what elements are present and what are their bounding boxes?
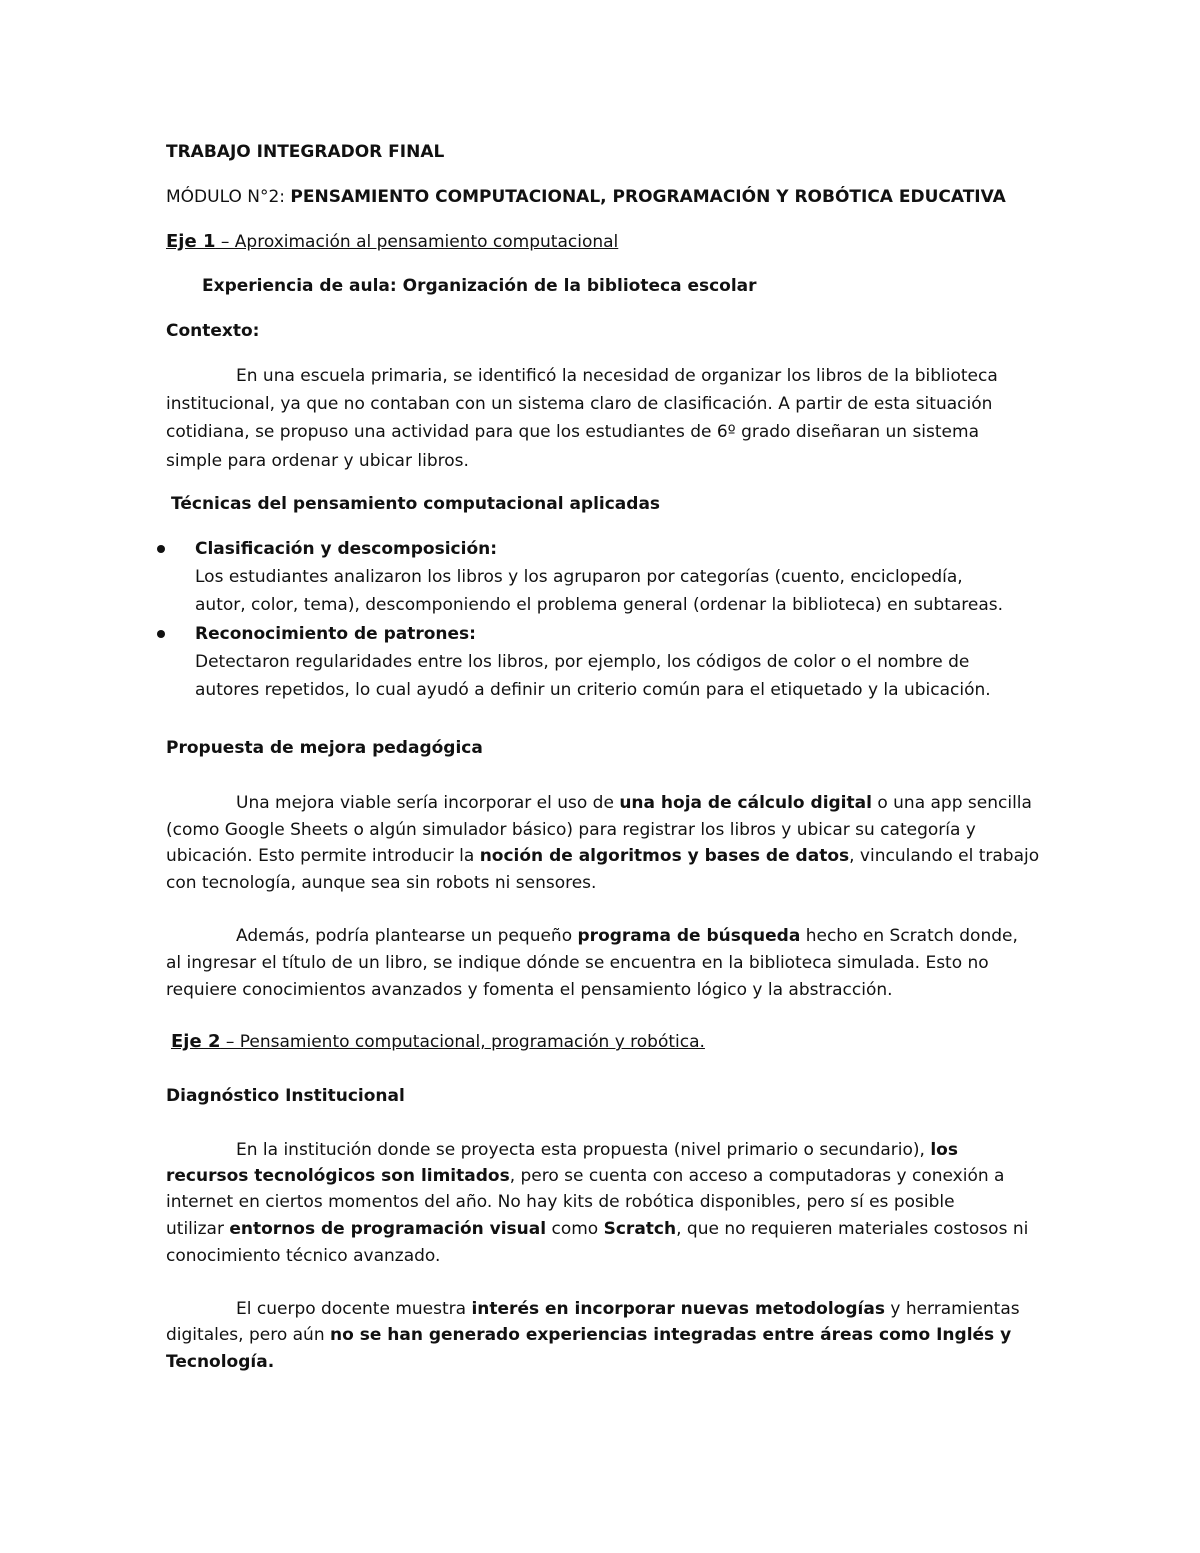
diagnosis-line	[166, 1165, 1004, 1187]
bold-run: entornos de programación visual	[229, 1219, 547, 1239]
text-run: o una app sencilla	[871, 793, 1032, 813]
technique-line: Los estudiantes analizaron los libros y los agruparon por categorías (cuento, enciclopedía,	[195, 567, 963, 587]
context-line: simple para ordenar y ubicar libros.	[166, 451, 469, 471]
proposal-line: con tecnología, aunque sea sin robots ni sensores.	[166, 873, 597, 893]
diagnosis-line	[166, 1324, 1011, 1346]
proposal-line: al ingresar el título de un libro, se indique dónde se encuentra en la biblioteca simulada. Esto no	[166, 953, 989, 973]
bold-run: recursos tecnológicos son limitados	[166, 1166, 510, 1186]
text-run: ubicación. Esto permite introducir la	[166, 846, 480, 866]
text-run: utilizar	[166, 1219, 230, 1239]
bold-run: programa de búsqueda	[577, 926, 801, 946]
diagnosis-line: internet en ciertos momentos del año. No hay kits de robótica disponibles, pero sí es posible	[166, 1192, 955, 1212]
proposal-line	[236, 925, 1018, 947]
text-run: como	[546, 1219, 604, 1239]
text-run: Además, podría plantearse un pequeño	[236, 926, 578, 946]
text-run: El cuerpo docente muestra	[236, 1299, 472, 1319]
context-line: En una escuela primaria, se identificó la necesidad de organizar los libros de la biblioteca	[236, 366, 998, 386]
bold-run: interés en incorporar nuevas metodologías	[471, 1299, 885, 1319]
diagnosis-heading: Diagnóstico Institucional	[166, 1086, 405, 1106]
context-heading: Contexto:	[166, 321, 260, 341]
bullet-icon	[157, 545, 165, 553]
module-line	[166, 186, 1006, 208]
bold-run: Scratch	[603, 1219, 677, 1239]
text-run: digitales, pero aún	[166, 1325, 330, 1345]
proposal-line: (como Google Sheets o algún simulador básico) para registrar los libros y ubicar su categoría y	[166, 820, 976, 840]
eje2-label: Eje 2	[171, 1031, 221, 1052]
diagnosis-line	[236, 1139, 958, 1161]
eje2-heading	[171, 1031, 705, 1053]
context-line: institucional, ya que no contaban con un sistema claro de clasificación. A partir de esta situación	[166, 394, 993, 414]
diagnosis-line	[166, 1218, 1028, 1240]
bold-run: una hoja de cálculo digital	[619, 793, 872, 813]
technique-title: Clasificación y descomposición:	[195, 539, 498, 559]
eje1-heading	[166, 231, 618, 253]
text-run: y herramientas	[884, 1299, 1020, 1319]
bullet-icon	[157, 630, 165, 638]
text-run: , vinculando el trabajo	[849, 846, 1040, 866]
diagnosis-line: conocimiento técnico avanzado.	[166, 1246, 441, 1266]
proposal-line	[236, 792, 1032, 814]
techniques-heading: Técnicas del pensamiento computacional aplicadas	[171, 494, 661, 514]
text-run: , pero se cuenta con acceso a computadoras y conexión a	[509, 1166, 1005, 1186]
text-run: Una mejora viable sería incorporar el uso de	[236, 793, 620, 813]
eje2-text: – Pensamiento computacional, programación y robótica.	[220, 1032, 705, 1052]
technique-title: Reconocimiento de patrones:	[195, 624, 476, 644]
module-prefix: MÓDULO N°2:	[166, 187, 291, 207]
experience-title: Experiencia de aula: Organización de la biblioteca escolar	[202, 276, 757, 296]
proposal-line	[166, 845, 1039, 867]
technique-line: Detectaron regularidades entre los libros, por ejemplo, los códigos de color o el nombre de	[195, 652, 970, 672]
text-run: En la institución donde se proyecta esta propuesta (nivel primario o secundario),	[236, 1140, 931, 1160]
eje1-text: – Aproximación al pensamiento computacional	[215, 232, 619, 252]
text-run: , que no requieren materiales costosos ni	[676, 1219, 1029, 1239]
diagnosis-line: Tecnología.	[166, 1352, 275, 1372]
proposal-line: requiere conocimientos avanzados y fomenta el pensamiento lógico y la abstracción.	[166, 980, 893, 1000]
bold-run: no se han generado experiencias integradas entre áreas como Inglés y	[330, 1325, 1012, 1345]
proposal-heading: Propuesta de mejora pedagógica	[166, 738, 483, 758]
context-line: cotidiana, se propuso una actividad para que los estudiantes de 6º grado diseñaran un sistema	[166, 422, 979, 442]
text-run: hecho en Scratch donde,	[800, 926, 1018, 946]
bold-run: los	[930, 1140, 958, 1160]
technique-line: autor, color, tema), descomponiendo el problema general (ordenar la biblioteca) en subtareas.	[195, 595, 1004, 615]
document-title: TRABAJO INTEGRADOR FINAL	[166, 142, 445, 162]
bold-run: noción de algoritmos y bases de datos	[479, 846, 850, 866]
technique-line: autores repetidos, lo cual ayudó a definir un criterio común para el etiquetado y la ubicación.	[195, 680, 991, 700]
module-name: PENSAMIENTO COMPUTACIONAL, PROGRAMACIÓN Y ROBÓTICA EDUCATIVA	[290, 187, 1006, 207]
diagnosis-line	[236, 1298, 1020, 1320]
eje1-label: Eje 1	[166, 231, 216, 252]
